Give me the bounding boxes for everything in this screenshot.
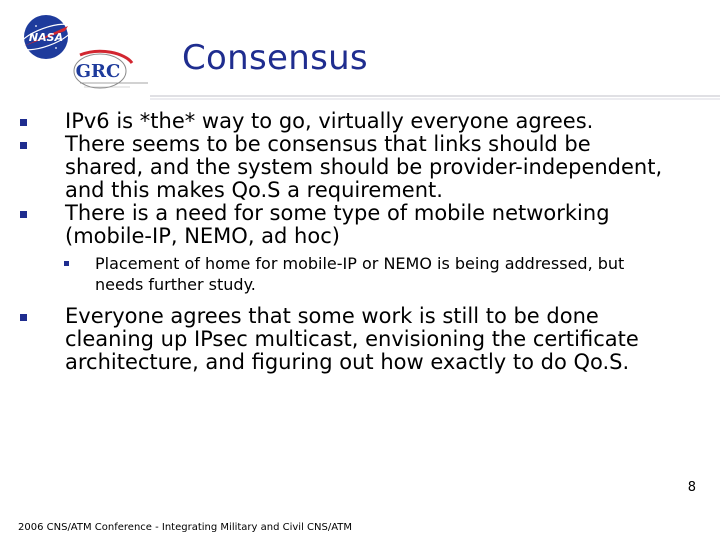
sub-list-item xyxy=(20,253,670,295)
list-item xyxy=(20,133,670,202)
list-item xyxy=(20,305,670,374)
bullet-text: There is a need for some type of mobile networking (mobile-IP, NEMO, ad hoc) xyxy=(65,201,610,248)
bullet-marker-icon xyxy=(20,211,27,218)
list-item xyxy=(20,202,670,248)
slide-body xyxy=(20,110,670,374)
bullet-marker-icon xyxy=(20,314,27,321)
bullet-marker-icon xyxy=(20,119,27,126)
bullet-marker-icon xyxy=(20,142,27,149)
bullet-text: There seems to be consensus that links should be shared, and the system should be provider-independent, and this makes Qo.S a requirement. xyxy=(65,132,663,202)
page-number: 8 xyxy=(687,480,696,495)
list-item xyxy=(20,110,670,133)
sub-bullet-marker-icon xyxy=(64,261,69,266)
grc-logo-text: GRC xyxy=(75,61,121,82)
grc-logo-icon xyxy=(70,45,160,97)
sub-bullet-text: Placement of home for mobile-IP or NEMO is being addressed, but needs further study. xyxy=(95,254,625,294)
footer-text: 2006 CNS/ATM Conference - Integrating Military and Civil CNS/ATM xyxy=(18,522,353,533)
nasa-logo-icon xyxy=(16,12,76,62)
nasa-logo-text: NASA xyxy=(28,31,64,44)
bullet-text: Everyone agrees that some work is still to be done cleaning up IPsec multicast, envisioning the certificate architecture, and figuring out how exactly to do Qo.S. xyxy=(65,304,639,374)
slide-title: Consensus xyxy=(182,38,368,78)
bullet-text: IPv6 is *the* way to go, virtually everyone agrees. xyxy=(65,109,594,133)
title-divider xyxy=(150,95,720,103)
